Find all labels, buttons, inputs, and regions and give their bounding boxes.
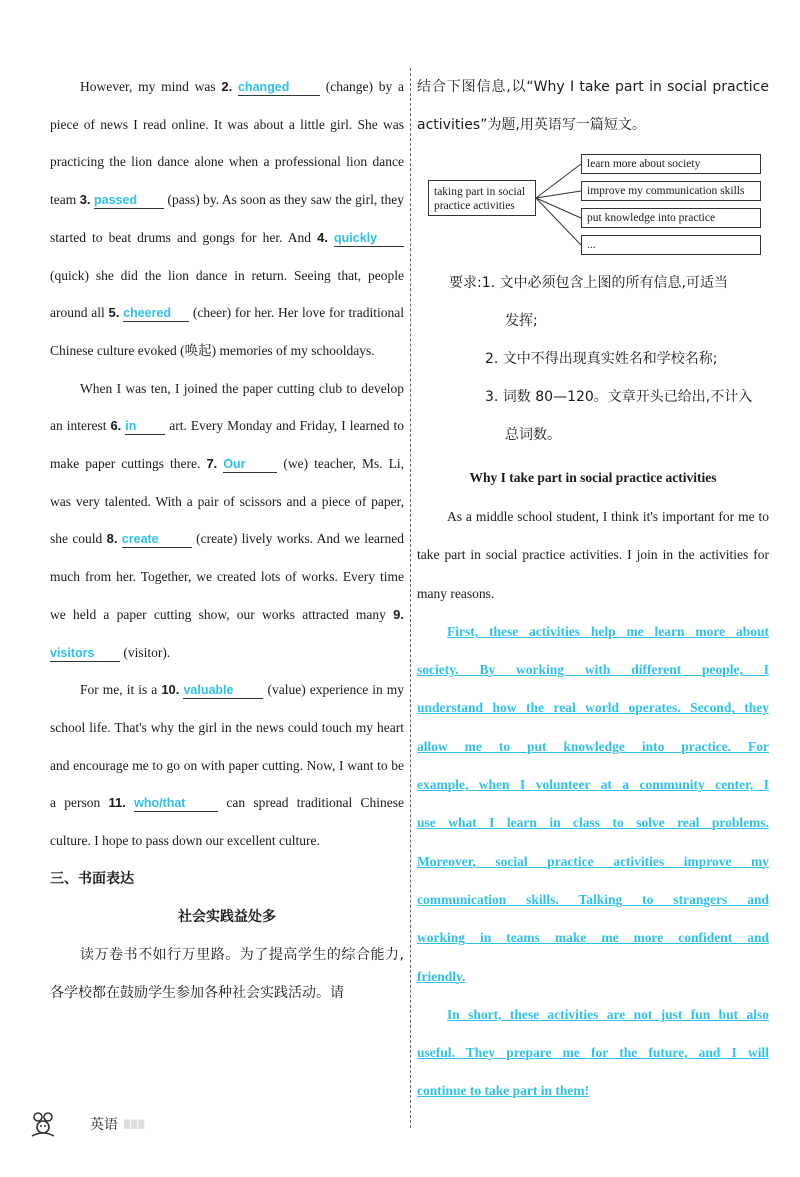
answer-text: changed	[237, 80, 290, 94]
essay-answer-line: First, these activities help me learn more about	[447, 623, 769, 639]
essay-answer-line: continue to take part in them!	[417, 1083, 590, 1099]
answer-text: valuable	[183, 683, 234, 698]
passage-paragraph-2	[50, 370, 404, 672]
answer-text: passed	[94, 193, 138, 208]
text-run: When I was ten, I joined the paper cutting club to develop an interest	[50, 380, 404, 434]
essay-answer-line: communication skills. Talking to strangers and	[417, 891, 769, 907]
essay-title: Why I take part in social practice activities	[469, 470, 717, 485]
requirement-1	[417, 264, 769, 302]
text-run: For me, it is a	[80, 682, 162, 698]
writing-prompt-continued: 结合下图信息,以“Why I take part in social practice activities”为题,用英语写一篇短文。	[417, 79, 769, 133]
text-run: can spread traditional Chinese culture. I hope to pass down our excellent culture.	[50, 795, 405, 849]
left-column	[50, 68, 404, 1012]
essay-answer-line: use what I learn in class to solve real problems.	[417, 815, 769, 831]
answer-text: visitors	[50, 645, 95, 660]
text-run: (create) lively works. And we learned much from her. Together, we created lots of works. Every time we held a paper cutting show, our works attracted many	[50, 531, 404, 622]
requirement-text: 1. 文中必须包含上图的所有信息,可适当	[481, 275, 728, 291]
text-run: (visitor).	[120, 644, 171, 660]
answer-blank	[123, 305, 189, 322]
answer-blank	[94, 192, 164, 209]
blank-number: 11.	[108, 795, 126, 811]
passage-paragraph-3	[50, 671, 404, 860]
answer-text: Our	[223, 457, 246, 472]
blank-number: 7.	[206, 456, 218, 472]
answer-text: cheered	[123, 306, 172, 321]
answer-text: create	[121, 532, 159, 547]
diagram-leaf-box: learn more about society	[581, 154, 761, 174]
essay-answer-line: friendly.	[417, 968, 466, 984]
blank-number: 2.	[221, 79, 233, 94]
text-run: (quick) she did the lion dance in return. Seeing that, people around all	[50, 267, 404, 321]
answer-blank	[125, 418, 165, 435]
text-run: (cheer) for her. Her love for traditional Chinese culture evoked (唤起) memories of my schooldays.	[50, 305, 404, 358]
answer-blank	[223, 456, 277, 473]
mascot-logo-icon	[28, 1110, 64, 1138]
blank-number: 10.	[161, 682, 180, 698]
column-divider	[410, 68, 411, 1128]
subject-label: 英语	[90, 1117, 118, 1133]
blank-number: 8.	[106, 531, 118, 547]
answer-blank	[134, 795, 218, 812]
essay-answer-line: working in teams make me more confident and	[417, 930, 769, 946]
diagram-leaf-box: put knowledge into practice	[581, 208, 761, 228]
answer-blank	[183, 682, 263, 699]
text-run: (value) experience in my school life. That's why the girl in the news could touch my heart and encourage me to go on with paper cutting. Now, I want to be a person	[50, 682, 405, 811]
answer-blank	[238, 79, 320, 96]
requirements	[417, 264, 769, 454]
essay-answer-line: example, when I volunteer at a community center, I	[417, 777, 769, 793]
answer-text: in	[125, 419, 137, 434]
blank-number: 9.	[393, 606, 404, 622]
right-column	[417, 68, 769, 1111]
diagram-leaf-box: improve my communication skills	[581, 181, 761, 201]
text-run: (change) by a piece of news I read online. It was about a little girl. She was practicing the lion dance alone when a professional lion dance team	[50, 79, 404, 208]
section-heading: 三、书面表达	[50, 870, 134, 887]
blank-number: 5.	[108, 305, 120, 321]
answer-blank	[334, 230, 404, 247]
essay-answer-line: society. By working with different people, I	[417, 662, 769, 678]
essay-answer-paragraph-1	[417, 613, 769, 996]
text-run: However, my mind was	[80, 79, 222, 94]
requirements-label: 要求:	[449, 275, 482, 291]
essay-answer-paragraph-2	[417, 996, 769, 1111]
answer-blank	[50, 645, 120, 662]
essay-answer-line: Moreover, social practice activities improve my	[417, 853, 769, 869]
text-run: (pass) by. As soon as they saw the girl, they started to beat drums and gongs for her. And	[50, 192, 404, 245]
answer-text: quickly	[334, 230, 378, 245]
passage-paragraph-1	[50, 68, 404, 370]
writing-prompt: 读万卷书不如行万里路。为了提高学生的综合能力,各学校都在鼓励学生参加各种社会实践活动。请	[50, 946, 404, 1001]
blank-number: 6.	[110, 418, 122, 434]
topic-title: 社会实践益处多	[178, 908, 276, 925]
blank-number: 4.	[317, 229, 328, 245]
blank-number: 3.	[79, 192, 91, 208]
essay-intro: As a middle school student, I think it's important for me to take part in social practice activities. I join in the activities for many reasons.	[417, 509, 769, 601]
mind-map-diagram	[417, 150, 769, 262]
essay-answer-line: allow me to put knowledge into practice. For	[417, 738, 769, 754]
text-run: art. Every Monday and Friday, I learned to make paper cuttings there.	[50, 418, 404, 472]
requirement-3: 3. 词数 80—120。文章开头已给出,不计入	[485, 389, 753, 405]
essay-answer-line: useful. They prepare me for the future, and I will	[417, 1045, 769, 1061]
page-footer	[28, 1110, 145, 1138]
requirement-1-cont: 发挥;	[505, 313, 538, 329]
text-run: (we) teacher, Ms. Li, was very talented. With a pair of scissors and a piece of paper, she could	[50, 456, 404, 547]
requirement-3-cont: 总词数。	[505, 427, 561, 443]
answer-blank	[122, 531, 192, 548]
diagram-center-box: taking part in social practice activities	[428, 180, 536, 216]
essay-answer-line: understand how the real world operates. Second, they	[417, 700, 769, 716]
footer-decoration: ▒▒▒	[124, 1119, 146, 1129]
requirement-2: 2. 文中不得出现真实姓名和学校名称;	[485, 351, 718, 367]
diagram-leaf-box: ...	[581, 235, 761, 255]
essay-answer-line: In short, these activities are not just fun but also	[447, 1006, 769, 1022]
answer-text: who/that	[134, 796, 186, 811]
